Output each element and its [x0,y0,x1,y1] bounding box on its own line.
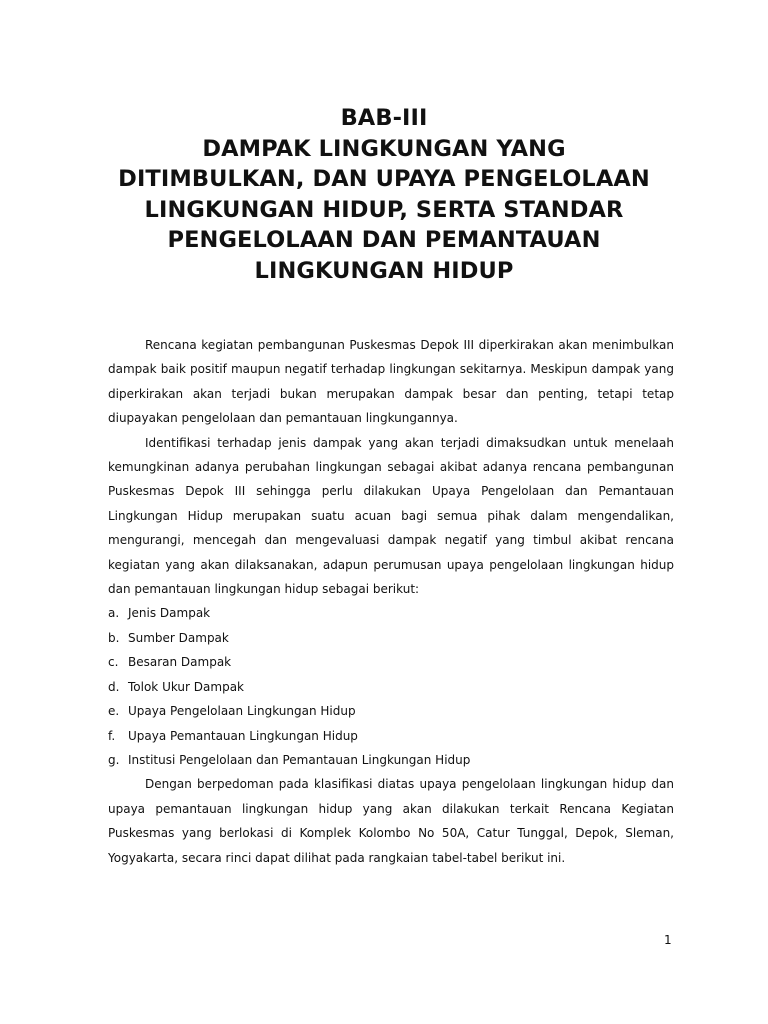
list-item [108,748,674,772]
body-text [108,333,674,870]
title-line-5: LINGKUNGAN HIDUP [254,257,514,284]
list-item [108,724,674,748]
chapter-title [90,103,678,286]
title-line-4: PENGELOLAAN DAN PEMANTAUAN [167,227,601,253]
list-item-letter: c. [108,655,119,670]
title-line-1: DAMPAK LINGKUNGAN YANG [202,135,566,162]
chapter-number: BAB-III [340,105,428,131]
list-item [108,699,674,723]
list-item-text: Upaya Pengelolaan Lingkungan Hidup [128,704,356,719]
list-item-text: Jenis Dampak [128,606,211,621]
list-item-text: Upaya Pemantauan Lingkungan Hidup [128,728,358,743]
list-item [108,675,674,699]
list-item [108,626,674,650]
list-item [108,650,674,674]
list-item-text: Besaran Dampak [128,655,232,670]
list-item-letter: g. [108,752,120,767]
list-item-letter: d. [108,679,120,694]
paragraph-intro: Rencana kegiatan pembangunan Puskesmas Depok III diperkirakan akan menimbulkan dampak baik positif maupun negatif terhadap lingkungan sekitarnya. Meskipun dampak yang diperkirakan akan terjadi bukan merupakan dampak besar dan penting, tetapi tetap diupayakan pengelolaan dan pemantauan lingkungannya. [108,338,674,426]
list-item [108,601,674,625]
paragraph-identification: Identifikasi terhadap jenis dampak yang akan terjadi dimaksudkan untuk menelaah kemungkinan adanya perubahan lingkungan sebagai akibat adanya rencana pembangunan Puskesmas Depok III sehingga perlu dilakukan Upaya Pengelolaan dan Pemantauan Lingkungan Hidup merupakan suatu acuan bagi semua pihak dalam mengendalikan, mengurangi, mencegah dan mengevaluasi dampak negatif yang timbul akibat rencana kegiatan yang akan dilaksanakan, adapun perumusan upaya pengelolaan lingkungan hidup dan pemantauan lingkungan hidup sebagai berikut: [108,435,674,597]
title-line-3: LINGKUNGAN HIDUP, SERTA STANDAR [144,196,624,223]
list-item-letter: f. [108,728,116,743]
title-line-2: DITIMBULKAN, DAN UPAYA PENGELOLAAN [118,166,650,192]
page-number: 1 [664,933,672,947]
list-item-text: Tolok Ukur Dampak [128,679,244,694]
list-item-text: Institusi Pengelolaan dan Pemantauan Lingkungan Hidup [128,752,471,767]
paragraph-closing: Dengan berpedoman pada klasifikasi diatas upaya pengelolaan lingkungan hidup dan upaya pemantauan lingkungan hidup yang akan dilakukan terkait Rencana Kegiatan Puskesmas yang berlokasi di Komplek Kolombo No 50A, Catur Tunggal, Depok, Sleman, Yogyakarta, secara rinci dapat dilihat pada rangkaian tabel-tabel berikut ini. [108,777,674,865]
list-item-letter: b. [108,630,120,645]
list-item-letter: e. [108,704,120,719]
list-item-text: Sumber Dampak [128,630,229,645]
impact-component-list [108,601,674,772]
list-item-letter: a. [108,606,120,621]
